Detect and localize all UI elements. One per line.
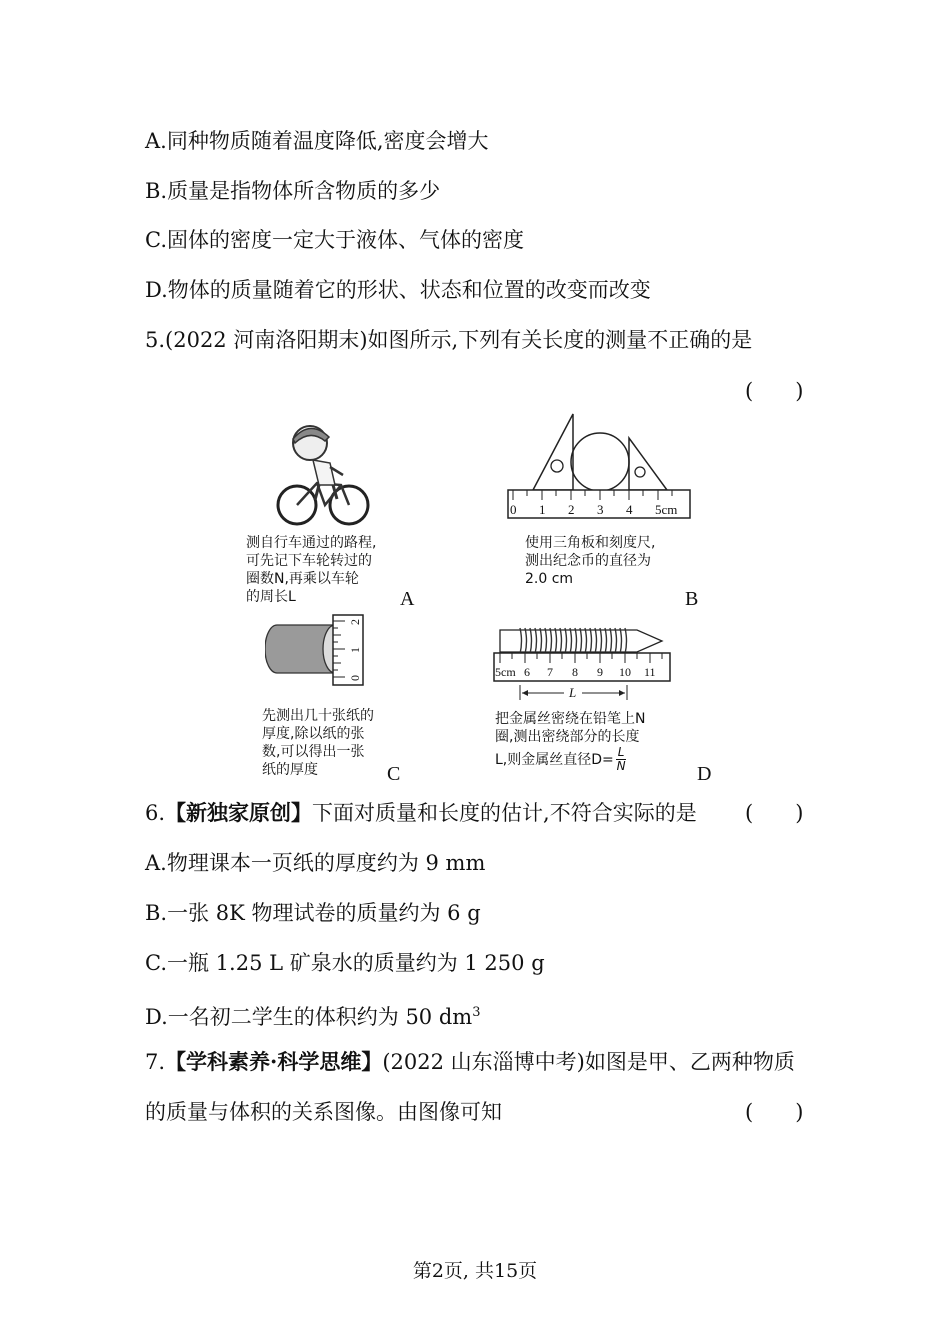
triangle-coin-ruler — [505, 410, 695, 522]
ruler-b-tick-3: 3 — [597, 502, 604, 517]
q6-tag: 【新独家原创】 — [165, 800, 313, 825]
paper-stack-ruler — [265, 613, 370, 688]
q6-option-c: C.一瓶 1.25 L 矿泉水的质量约为 1 250 g — [145, 951, 545, 975]
ruler-d-tick-0: 5cm — [495, 665, 516, 679]
q7-stem-line2: 的质量与体积的关系图像。由图像可知 — [145, 1100, 502, 1124]
ruler-b-tick-4: 4 — [626, 502, 633, 517]
q7-answer-paren: ( ) — [745, 1100, 804, 1124]
pencil-coil-ruler — [492, 625, 672, 703]
caption-b: 使用三角板和刻度尺, 测出纪念币的直径为 2.0 cm — [525, 535, 656, 587]
ruler-c-tick-1: 1 — [348, 647, 362, 653]
fraction-numerator: L — [617, 745, 625, 759]
ruler-b-tick-5: 5cm — [655, 502, 678, 517]
ruler-d-tick-5: 10 — [619, 665, 631, 679]
option-label-c: C — [387, 763, 401, 785]
ruler-c-tick-2: 2 — [348, 619, 362, 625]
length-label-L: L — [569, 685, 577, 700]
q6-option-b: B.一张 8K 物理试卷的质量约为 6 g — [145, 901, 481, 925]
ruler-d-tick-2: 7 — [547, 665, 553, 679]
q7-tag: 【学科素养·科学思维】 — [165, 1049, 383, 1074]
q5-figure — [240, 410, 720, 790]
q6-option-a: A.物理课本一页纸的厚度约为 9 mm — [145, 851, 486, 875]
option-label-a: A — [400, 588, 415, 610]
ruler-d-tick-1: 6 — [524, 665, 530, 679]
q6-stem: 6.【新独家原创】下面对质量和长度的估计,不符合实际的是 — [145, 800, 697, 825]
ruler-c-tick-0: 0 — [348, 675, 362, 681]
ruler-b-tick-1: 1 — [539, 502, 546, 517]
option-label-b: B — [685, 588, 699, 610]
option-label-d: D — [697, 763, 712, 785]
q4-option-b: B.质量是指物体所含物质的多少 — [145, 179, 441, 203]
fraction-denominator: N — [616, 759, 626, 773]
ruler-d-tick-4: 9 — [597, 665, 603, 679]
caption-c: 先测出几十张纸的 厚度,除以纸的张 数,可以得出一张 纸的厚度 — [262, 708, 374, 778]
ruler-d-tick-3: 8 — [572, 665, 578, 679]
q7-stem-line1: 7.【学科素养·科学思维】(2022 山东淄博中考)如图是甲、乙两种物质 — [145, 1049, 795, 1074]
q4-option-d: D.物体的质量随着它的形状、状态和位置的改变而改变 — [145, 278, 651, 302]
caption-a: 测自行车通过的路程, 可先记下车轮转过的 圈数N,再乘以车轮 的周长L — [246, 535, 377, 605]
ruler-b-tick-2: 2 — [568, 502, 575, 517]
page-footer: 第2页, 共15页 — [412, 1260, 538, 1282]
ruler-b-tick-0: 0 — [510, 502, 517, 517]
q4-option-c: C.固体的密度一定大于液体、气体的密度 — [145, 228, 524, 252]
q4-option-a: A.同种物质随着温度降低,密度会增大 — [145, 129, 489, 153]
cyclist-illustration — [275, 415, 370, 530]
q6-answer-paren: ( ) — [745, 801, 804, 825]
q6-option-d: D.一名初二学生的体积约为 50 $dm^3$ — [145, 1005, 481, 1029]
ruler-d-tick-6: 11 — [644, 665, 656, 679]
caption-d: 把金属丝密绕在铅笔上N 圈,测出密绕部分的长度 L,则金属丝直径D= $\frac{L}{N}$ — [495, 711, 646, 773]
q5-stem: 5.(2022 河南洛阳期末)如图所示,下列有关长度的测量不正确的是 — [145, 328, 753, 352]
q5-answer-paren: ( ) — [745, 379, 804, 403]
